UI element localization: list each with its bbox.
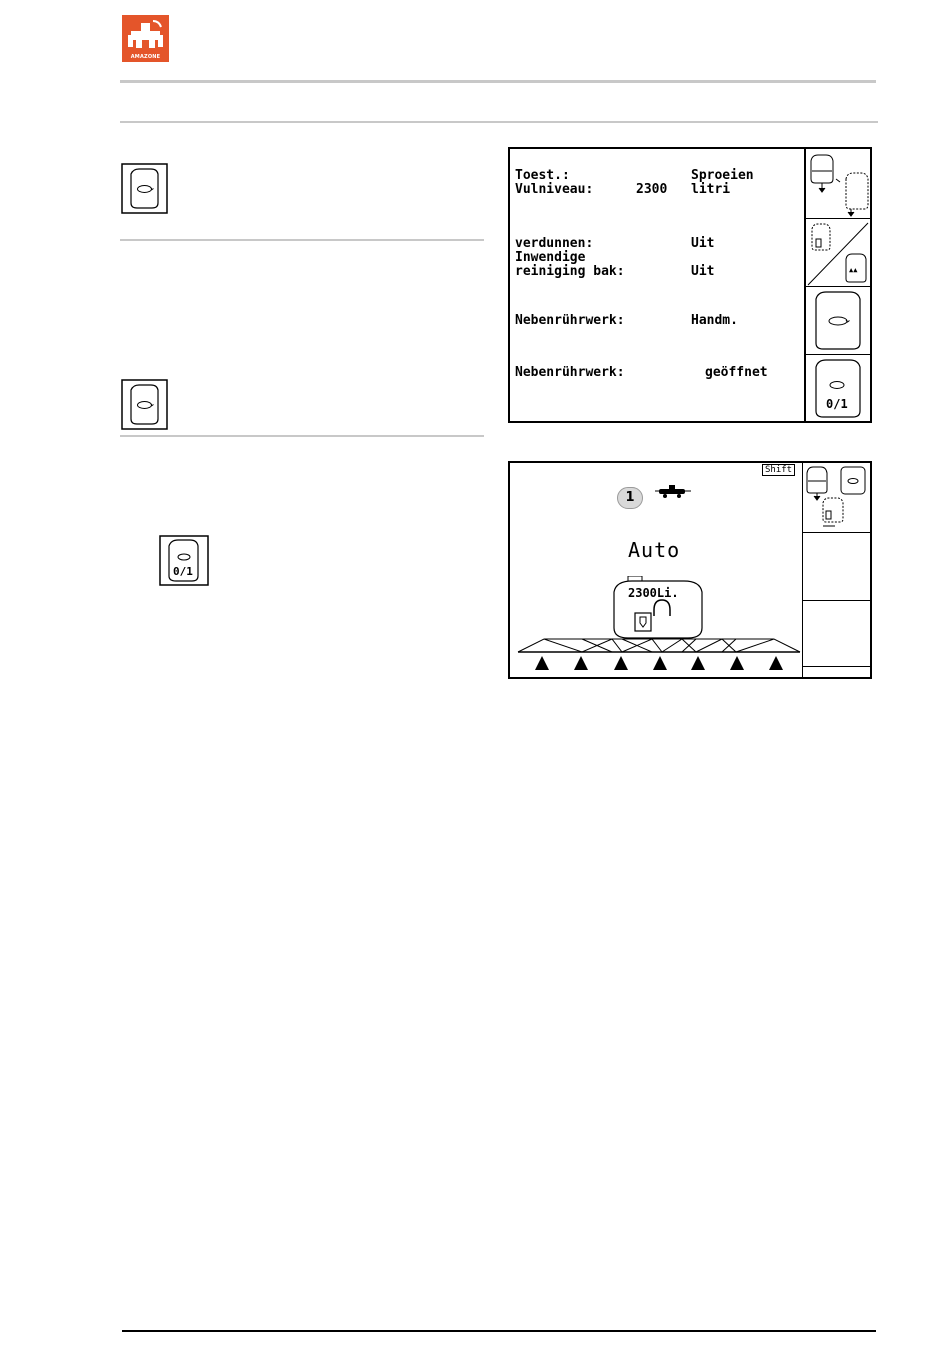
- section-badge: 1: [617, 487, 643, 509]
- nozzle-2: [574, 656, 588, 670]
- tank-fill-icon: [806, 149, 870, 219]
- left-divider-1: [120, 239, 484, 241]
- main-softkey-3[interactable]: [803, 601, 870, 667]
- main-softkey-2[interactable]: [803, 533, 870, 601]
- row-value-toest: Sproeien: [691, 168, 754, 183]
- nozzle-3: [614, 656, 628, 670]
- svg-text:▲▲: ▲▲: [849, 266, 858, 274]
- agitator-icon: [806, 287, 870, 355]
- row-label-vulniveau: Vulniveau:: [515, 182, 594, 197]
- softkey-agitator-toggle[interactable]: [806, 355, 870, 421]
- row-label-inwendige: Inwendige: [515, 250, 586, 265]
- toggle-key-label: 0/1: [173, 565, 193, 578]
- nozzle-5: [691, 656, 705, 670]
- softkey-tank-fill[interactable]: [806, 149, 870, 219]
- brand-name: AMAZONE: [130, 54, 161, 60]
- row-value-vulniveau: litri: [691, 182, 731, 197]
- softkey-agitator[interactable]: [806, 287, 870, 355]
- header-rule-top: [120, 80, 876, 83]
- tank-level: 2300Li.: [628, 586, 679, 600]
- row-label-nebenruhrwerk-1: Nebenrührwerk:: [515, 313, 625, 328]
- left-divider-2: [120, 435, 484, 437]
- nozzle-row: [514, 652, 804, 674]
- nozzle-1: [535, 656, 549, 670]
- row-label-verdunnen: verdunnen:: [515, 236, 594, 251]
- main-softkey-1[interactable]: [803, 463, 870, 533]
- agitator-toggle-key-icon: [159, 535, 209, 586]
- header-rule-bottom: [120, 121, 878, 123]
- row-label-reiniging: reiniging bak:: [515, 264, 625, 279]
- main-screen: [508, 461, 872, 679]
- row-value-verdunnen: Uit: [691, 236, 715, 251]
- shift-indicator: Shift: [762, 464, 795, 476]
- nozzle-4: [653, 656, 667, 670]
- amazone-logo: [122, 15, 169, 62]
- footer-rule: [122, 1330, 876, 1332]
- row-label-nebenruhrwerk-2: Nebenrührwerk:: [515, 365, 625, 380]
- row-value-nebenruhrwerk-1: Handm.: [691, 313, 738, 328]
- sprayer-vehicle-icon: [655, 485, 691, 499]
- softkey-tank-split[interactable]: [806, 219, 870, 287]
- settings-screen: [508, 147, 872, 423]
- tank-split-icon: [806, 219, 870, 287]
- mode-label: Auto: [628, 538, 681, 562]
- nozzle-6: [730, 656, 744, 670]
- fill-agitate-icon: [803, 463, 870, 533]
- agitator-key-icon: [121, 379, 168, 430]
- agitator-toggle-icon: [806, 355, 870, 421]
- row-amount-vulniveau: 2300: [636, 182, 668, 197]
- row-value-reiniging: Uit: [691, 264, 715, 279]
- softkey-toggle-label: 0/1: [826, 397, 848, 411]
- nozzle-7: [769, 656, 783, 670]
- row-label-toest: Toest.:: [515, 168, 570, 183]
- row-value-nebenruhrwerk-2: geöffnet: [705, 365, 768, 380]
- agitator-key-icon: [121, 163, 168, 214]
